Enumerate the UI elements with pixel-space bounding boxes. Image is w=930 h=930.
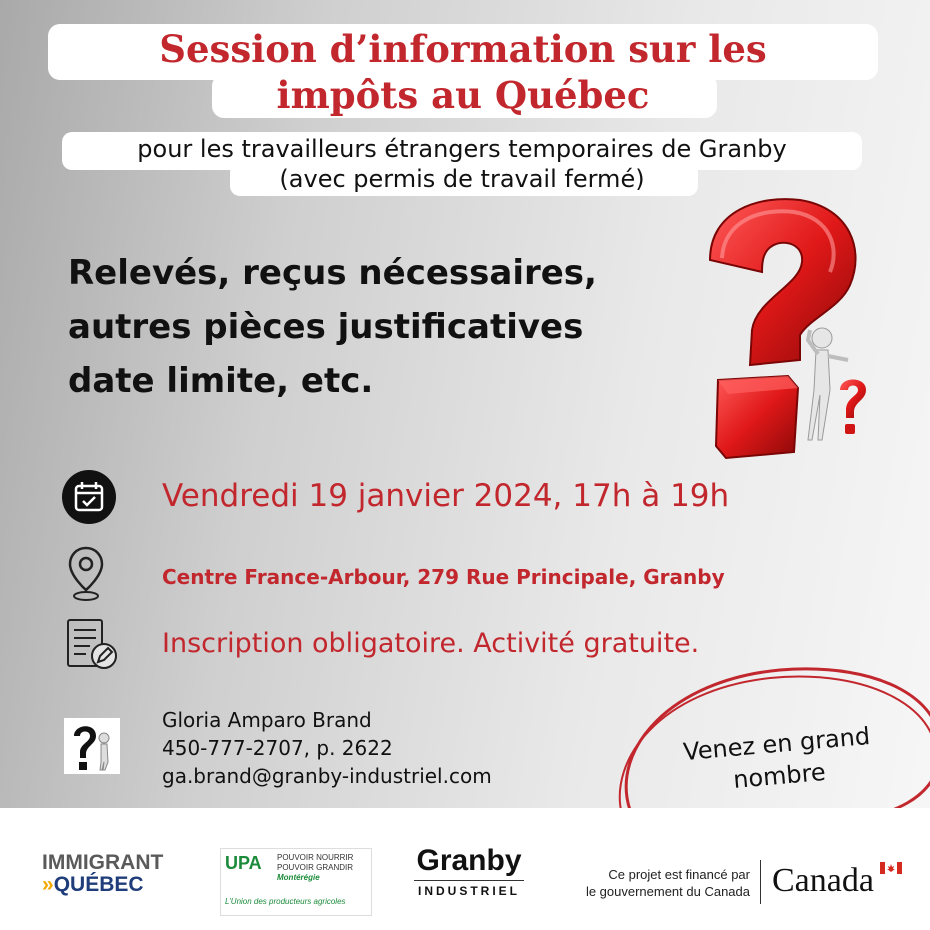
- cta-line-2: nombre: [732, 757, 827, 794]
- calendar-icon: [62, 470, 116, 524]
- event-inscription: Inscription obligatoire. Activité gratuite.: [162, 628, 700, 659]
- funding-line-1: Ce projet est financé par: [608, 867, 750, 882]
- contact-info: [162, 706, 492, 790]
- contact-name: Gloria Amparo Brand: [162, 708, 372, 732]
- subtitle-line-1: pour les travailleurs étrangers temporaires de Granby: [137, 135, 787, 163]
- title-line-1: Session d’information sur les: [159, 27, 767, 71]
- upa-tagline-1: POUVOIR NOURRIR: [277, 853, 354, 862]
- event-date: Vendredi 19 janvier 2024, 17h à 19h: [162, 478, 730, 514]
- documents-line-3: date limite, etc.: [68, 361, 374, 401]
- immigrant-quebec-logo: [42, 852, 163, 896]
- subtitle: [62, 134, 862, 194]
- title-line-2: impôts au Québec: [276, 73, 650, 117]
- form-pencil-icon: [66, 618, 118, 672]
- upa-mark: UPA: [225, 853, 262, 873]
- granby-word: Granby: [416, 844, 522, 877]
- footer-divider: [760, 860, 761, 904]
- canada-wordmark: Canada: [772, 862, 874, 899]
- upa-region: Montérégie: [277, 873, 320, 882]
- upa-taglines: [277, 853, 353, 883]
- contact-email: ga.brand@granby-industriel.com: [162, 764, 492, 788]
- question-mark-3d-icon: [690, 190, 890, 470]
- funding-notice: [560, 866, 750, 900]
- documents-line-1: Relevés, reçus nécessaires,: [68, 253, 597, 293]
- subtitle-line-2: (avec permis de travail fermé): [279, 165, 645, 193]
- cta-text: [646, 717, 911, 803]
- quebec-word: QUÉBEC: [53, 873, 144, 896]
- cta-line-1: Venez en grand: [682, 721, 872, 767]
- page-title: [48, 26, 878, 118]
- canada-flag-icon: [880, 862, 902, 874]
- location-pin-icon: [68, 546, 104, 602]
- upa-subtitle: L’Union des producteurs agricoles: [225, 897, 346, 906]
- funding-line-2: le gouvernement du Canada: [585, 884, 750, 899]
- upa-tagline-2: POUVOIR GRANDIR: [277, 863, 354, 872]
- industriel-word: INDUSTRIEL: [414, 880, 524, 898]
- immigrant-word: IMMIGRANT: [42, 851, 164, 874]
- documents-line-2: autres pièces justificatives: [68, 307, 584, 347]
- immigrant-arrows: »: [42, 873, 54, 896]
- upa-logo: [220, 848, 372, 916]
- event-location: Centre France-Arbour, 279 Rue Principale, Granby: [162, 565, 725, 589]
- contact-phone: 450-777-2707, p. 2622: [162, 736, 393, 760]
- granby-industriel-logo: [404, 844, 534, 898]
- question-figure-icon: [64, 718, 120, 774]
- documents-heading: [68, 246, 668, 408]
